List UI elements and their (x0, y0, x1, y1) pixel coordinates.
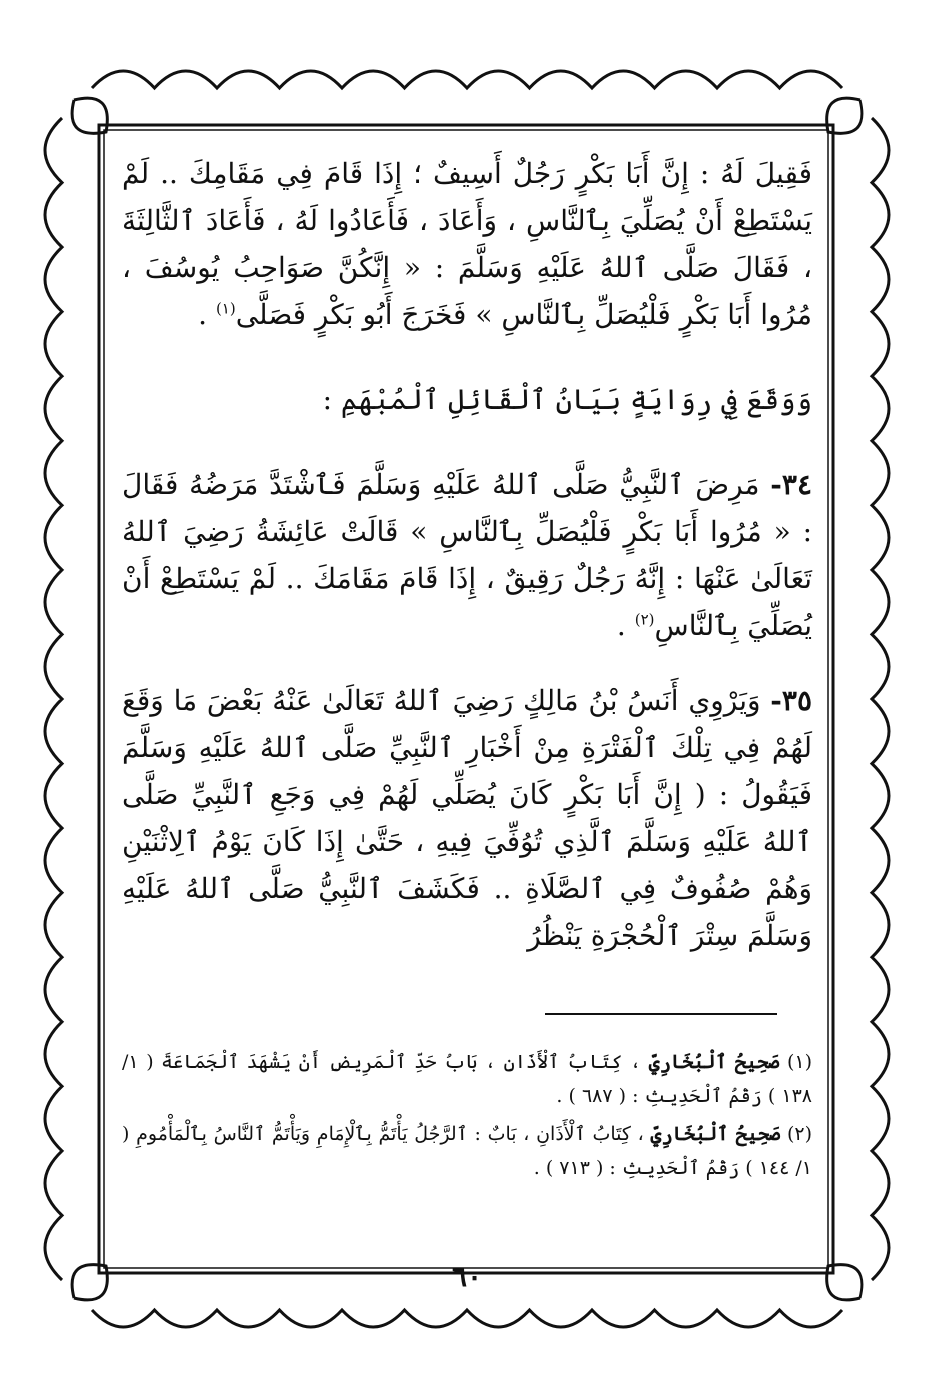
footnote-1-text: ، كِتَابُ ٱلْأَذَانِ ، بَابُ حَدِّ ٱلْمَرِيضِ أَنْ يَشْهَدَ ٱلْجَمَاعَةَ ( ١/ ١٣٨ ) رَقْمُ ٱلْحَدِيثِ : ( ٦٨٧ ) . (122, 1051, 812, 1107)
paragraph-1-text: فَقِيلَ لَهُ : إِنَّ أَبَا بَكْرٍ رَجُلٌ أَسِيفٌ ؛ إِذَا قَامَ فِي مَقَامِكَ .. لَمْ يَسْتَطِعْ أَنْ يُصَلِّيَ بِٱلنَّاسِ ، وَأَعَادَ ، فَأَعَادُوا لَهُ ، فَأَعَادَ ٱلثَّالِثَةَ ، فَقَالَ صَلَّى ٱللهُ عَلَيْهِ وَسَلَّمَ : « إِنَّكُنَّ صَوَاحِبُ يُوسُفَ ، مُرُوا أَبَا بَكْرٍ فَلْيُصَلِّ بِٱلنَّاسِ » فَخَرَجَ أَبُو بَكْرٍ فَصَلَّى (122, 157, 812, 331)
footnote-ref-1: (١) (215, 299, 236, 318)
paragraph-2-text: وَوَقَعَ فِي رِوَايَةٍ بَيَانُ ٱلْقَائِلِ ٱلْمُبْهَمِ : (322, 383, 812, 416)
paragraph-1-tail: . (198, 298, 216, 331)
paragraph-35 (122, 677, 812, 959)
paragraph-34-tail: . (616, 609, 635, 642)
paragraph-34-text: مَرِضَ ٱلنَّبِيُّ صَلَّى ٱللهُ عَلَيْهِ وَسَلَّمَ فَٱشْتَدَّ مَرَضُهُ فَقَالَ : « مُرُوا أَبَا بَكْرٍ فَلْيُصَلِّ بِٱلنَّاسِ » قَالَتْ عَائِشَةُ رَضِيَ ٱللهُ تَعَالَىٰ عَنْهَا : إِنَّهُ رَجُلٌ رَقِيقٌ ، إِذَا قَامَ مَقَامَكَ .. لَمْ يَسْتَطِعْ أَنْ يُصَلِّيَ بِٱلنَّاسِ (122, 468, 812, 642)
hadith-number-35: ٣٥- (770, 684, 812, 717)
footnote-2-source: صَحِيحُ ٱلْبُخَارِيِّ (650, 1123, 781, 1145)
footnote-1 (122, 1045, 812, 1113)
paragraph-34 (122, 461, 812, 649)
paragraph-1 (122, 150, 812, 338)
footnote-2 (122, 1117, 812, 1185)
footnote-1-marker: (١) (786, 1051, 813, 1073)
footnote-divider (545, 1013, 777, 1015)
corner-flourish-1 (72, 98, 107, 133)
paragraph-35-text: وَيَرْوِي أَنَسُ بْنُ مَالِكٍ رَضِيَ ٱللهُ تَعَالَىٰ عَنْهُ بَعْضَ مَا وَقَعَ لَهُمْ فِي تِلْكَ ٱلْفَتْرَةِ مِنْ أَخْبَارِ ٱلنَّبِيِّ صَلَّى ٱللهُ عَلَيْهِ وَسَلَّمَ فَيَقُولُ : ( إِنَّ أَبَا بَكْرٍ كَانَ يُصَلِّي لَهُمْ فِي وَجَعِ ٱلنَّبِيِّ صَلَّى ٱللهُ عَلَيْهِ وَسَلَّمَ ٱلَّذِي تُوُفِّيَ فِيهِ ، حَتَّىٰ إِذَا كَانَ يَوْمُ ٱلِاثْنَيْنِ وَهُمْ صُفُوفٌ فِي ٱلصَّلَاةِ .. فَكَشَفَ ٱلنَّبِيُّ صَلَّى ٱللهُ عَلَيْهِ وَسَلَّمَ سِتْرَ ٱلْحُجْرَةِ يَنْظُرُ (122, 684, 812, 952)
main-text (122, 150, 812, 959)
footnote-1-source: صَحِيحُ ٱلْبُخَارِيِّ (648, 1051, 780, 1073)
footnotes (122, 1045, 812, 1189)
hadith-number-34: ٣٤- (770, 468, 812, 501)
footnote-2-text: ، كِتَابُ ٱلْأَذَانِ ، بَابٌ : ٱلرَّجُلُ يَأْتَمُّ بِٱلْإِمَامِ وَيَأْتَمُّ ٱلنَّاسُ بِٱلْمَأْمُومِ ( ١/ ١٤٤ ) رَقْمُ ٱلْحَدِيثِ : ( ٧١٣ ) . (122, 1123, 812, 1179)
paragraph-2 (122, 376, 812, 423)
footnote-ref-2: (٢) (634, 610, 655, 629)
footnote-2-marker: (٢) (786, 1123, 813, 1145)
page-number: ٦٠ (451, 1260, 483, 1293)
